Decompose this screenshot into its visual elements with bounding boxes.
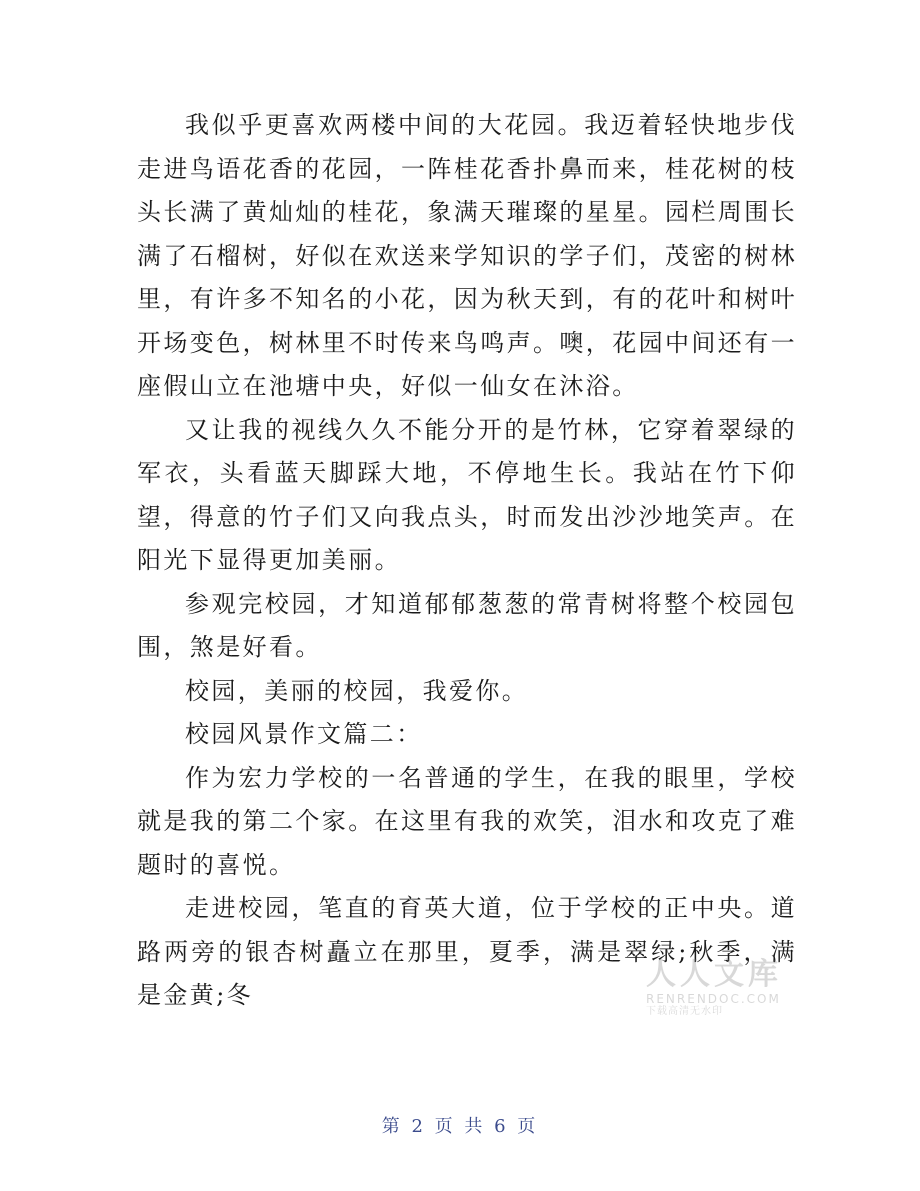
section-heading: 校园风景作文篇二： [185, 720, 423, 748]
paragraph: 参观完校园，才知道郁郁葱葱的常青树将整个校园包围，煞是好看。 [137, 589, 797, 661]
paragraph: 又让我的视线久久不能分开的是竹林，它穿着翠绿的军衣，头看蓝天脚踩大地，不停地生长。我站在竹下仰望，得意的竹子们又向我点头，时而发出沙沙地笑声。在阳光下显得更加美丽。 [137, 415, 797, 574]
page-number-footer: 第 2 页 共 6 页 [381, 1116, 539, 1137]
paragraph: 作为宏力学校的一名普通的学生，在我的眼里，学校就是我的第二个家。在这里有我的欢笑，泪水和攻克了难题时的喜悦。 [137, 763, 797, 879]
paragraph: 校园，美丽的校园，我爱你。 [185, 676, 529, 705]
paragraph: 我似乎更喜欢两楼中间的大花园。我迈着轻快地步伐走进鸟语花香的花园，一阵桂花香扑鼻而来，桂花树的枝头长满了黄灿灿的桂花，象满天璀璨的星星。园栏周围长满了石榴树，好似在欢送来学知识的学子们，茂密的树林里，有许多不知名的小花，因为秋天到，有的花叶和树叶开场变色，树林里不时传来鸟鸣声。噢，花园中间还有一座假山立在池塘中央，好似一仙女在沐浴。 [137, 111, 797, 400]
watermark-tagline: 下载高清无水印 [646, 1006, 723, 1017]
watermark-brand-en: RENRENDOC.COM [646, 992, 781, 1006]
document-body [137, 104, 797, 1018]
watermark-brand-cn: 人人文库 [646, 957, 782, 992]
paragraph: 走进校园，笔直的育英大道，位于学校的正中央。道路两旁的银杏树矗立在那里，夏季，满是翠绿;秋季，满是金黄;冬 [137, 894, 797, 1009]
